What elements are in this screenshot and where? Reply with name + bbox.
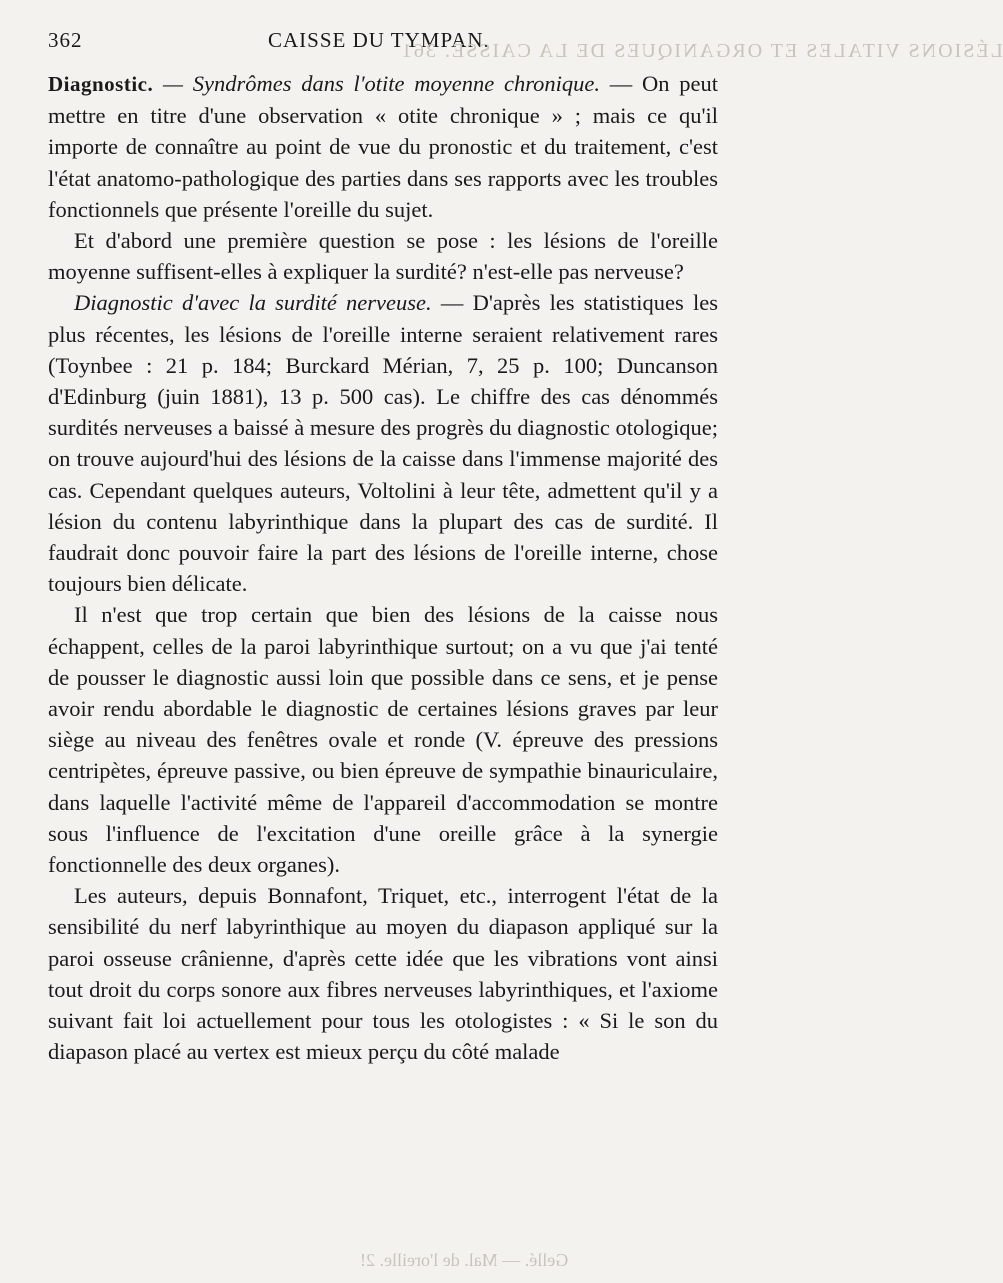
running-title: CAISSE DU TYMPAN. — [268, 28, 490, 52]
paragraph-labyrinth — [48, 599, 718, 880]
bleed-through-footer: Gellé. — Mal. de l'oreille. 2! — [360, 1250, 569, 1270]
section-subtitle: — Syndrômes dans l'otite moyenne chronique. — [163, 71, 601, 96]
page-number: 362 — [48, 28, 83, 52]
paragraph-question — [48, 225, 718, 287]
subsection-title: Diagnostic d'avec la surdité nerveuse. — [74, 290, 432, 316]
paragraph-authors — [48, 880, 718, 1067]
paragraph-text: — On peut mettre en titre d'une observation « otite chronique » ; mais ce qu'il importe de connaître au point de vue du pronostic et du traitement, c'est l'état anatomo-pathologique des parties dans ses rapports avec les troubles fonctionnels que présente l'oreille du sujet. — [48, 71, 718, 222]
paragraph-text: Et d'abord une première question se pose : les lésions de l'oreille moyenne suffisent-elles à expliquer la surdité? n'est-elle pas nerveuse? — [48, 228, 718, 285]
bleed-through-text: LÉSIONS VITALES ET ORGANIQUES DE LA CAISSE. 361 — [400, 40, 1003, 62]
paragraph-text: — D'après les statistiques les plus récentes, les lésions de l'oreille interne seraient relativement rares (Toynbee : 21 p. 184; Burckard Mérian, 7, 25 p. 100; Duncanson d'Edinburg (juin 1881), 13 p. 500 cas). Le chiffre des cas dénommés surdités nerveuses a baissé à mesure des progrès du diagnostic otologique; on trouve aujourd'hui des lésions de la caisse dans l'immense majorité des cas. Cependant quelques auteurs, Voltolini à leur tête, admettent qu'il y a lésion du contenu labyrinthique dans la plupart des cas de surdité. Il faudrait donc pouvoir faire la part des lésions de l'oreille interne, chose toujours bien délicate. — [48, 290, 718, 597]
body-text — [48, 68, 718, 1068]
paragraph-text: Il n'est que trop certain que bien des lésions de la caisse nous échappent, celles de la paroi labyrinthique surtout; on a vu que j'ai tenté de pousser le diagnostic aussi loin que possible dans ce sens, et je pense avoir rendu abordable le diagnostic de certaines lésions graves par leur siège au niveau des fenêtres ovale et ronde (V. épreuve des pressions centripètes, épreuve passive, ou bien épreuve de sympathie binauriculaire, dans laquelle l'activité même de l'appareil d'accommodation se montre sous l'influence de l'excitation d'une oreille grâce à la synergie fonctionnelle des deux organes). — [48, 602, 718, 878]
paragraph-nervous-deafness — [48, 287, 718, 599]
paragraph-diagnostic — [48, 68, 718, 225]
paragraph-text: Les auteurs, depuis Bonnafont, Triquet, etc., interrogent l'état de la sensibilité du nerf labyrinthique au moyen du diapason appliqué sur la paroi osseuse crânienne, d'après cette idée que les vibrations vont ainsi tout droit du corps sonore aux fibres nerveuses labyrinthiques, et l'axiome suivant fait loi actuellement pour tous les otologistes : « Si le son du diapason placé au vertex est mieux perçu du côté malade — [48, 883, 718, 1065]
section-title: Diagnostic. — [48, 72, 154, 96]
